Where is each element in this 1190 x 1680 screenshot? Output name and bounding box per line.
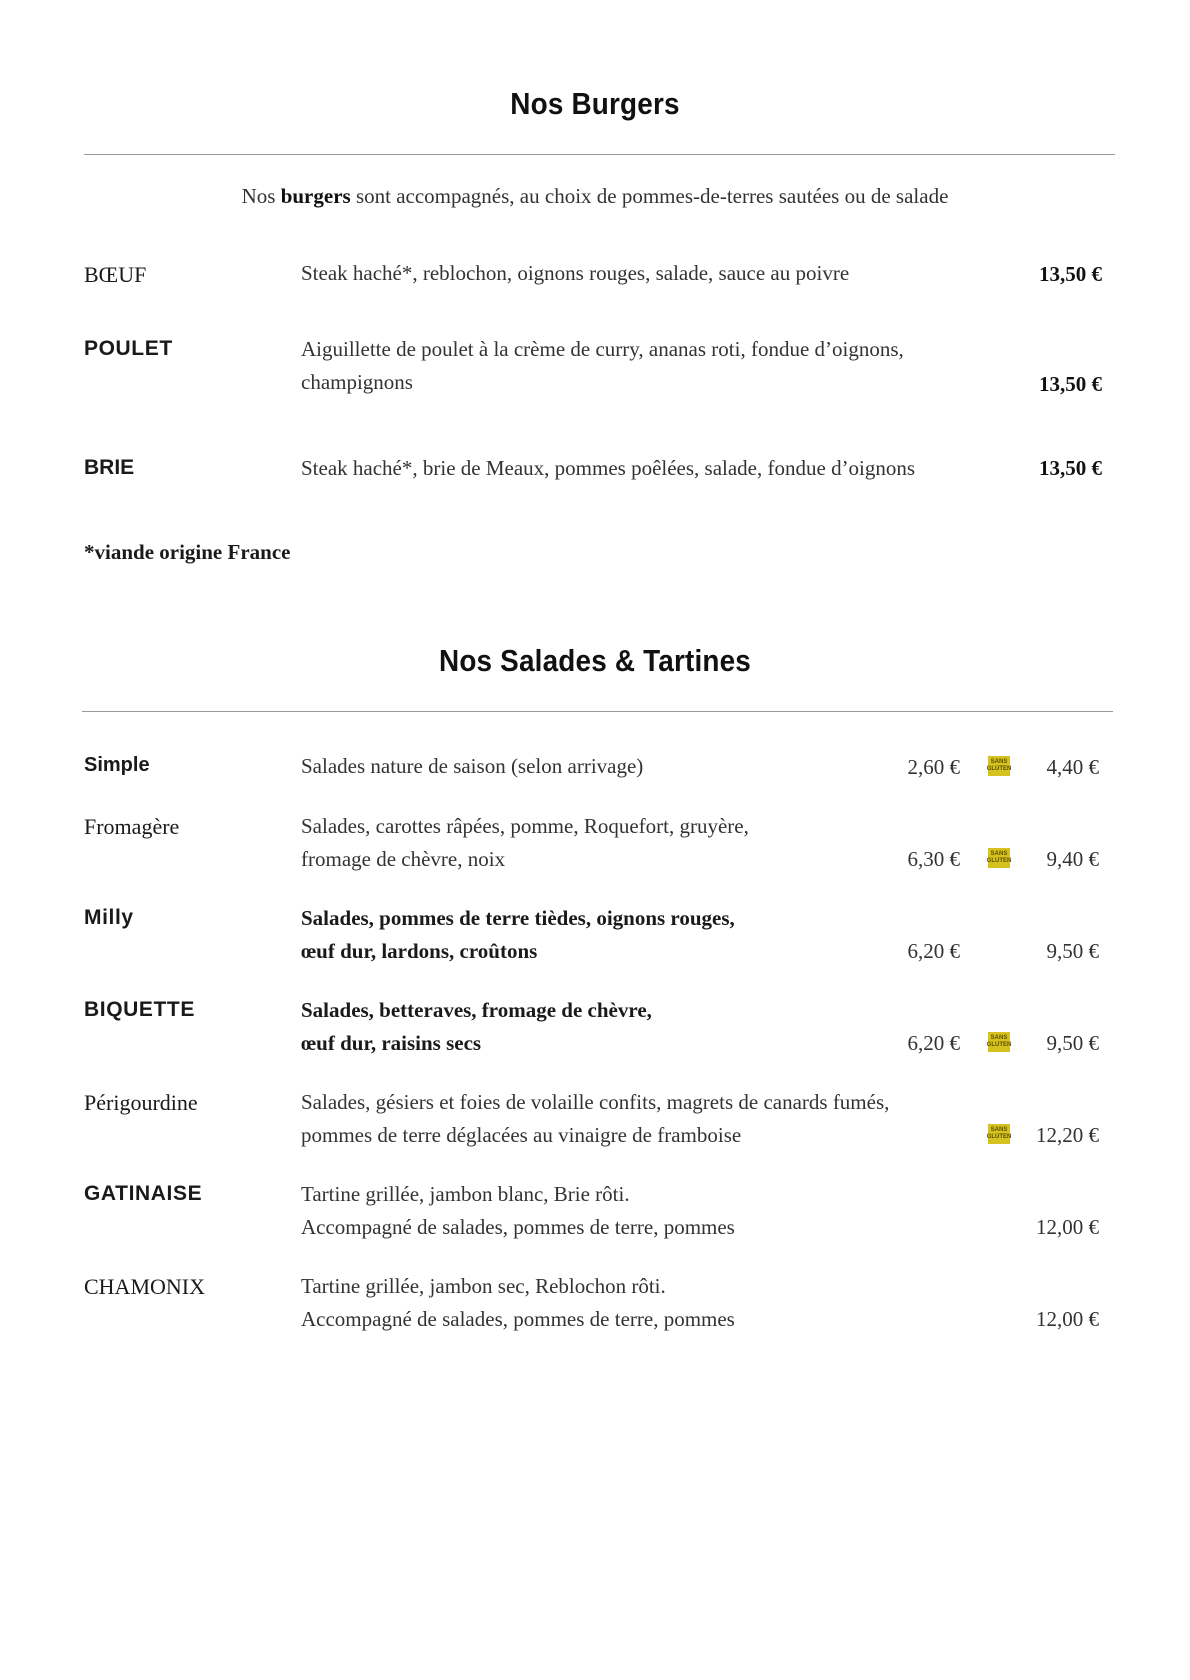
- salad-price-small-simple: 2,60 €: [907, 755, 960, 779]
- desc-line: Salades nature de saison (selon arrivage): [301, 754, 644, 778]
- desc-line: Accompagné de salades, pommes de terre, pommes: [301, 1215, 735, 1239]
- salad-desc-simple: [301, 750, 643, 783]
- desc-line: œuf dur, raisins secs: [301, 1031, 482, 1055]
- salad-name-biquette: BIQUETTE: [84, 998, 195, 1021]
- desc-line: œuf dur, lardons, croûtons: [301, 939, 538, 963]
- salad-name-gatinaise: GATINAISE: [84, 1182, 203, 1205]
- salad-price-large-gatinaise: 12,00 €: [1036, 1215, 1099, 1239]
- burger-desc-boeuf: [301, 257, 849, 290]
- salad-desc-biquette: [301, 994, 652, 1060]
- salad-price-large-perigourdine: 12,20 €: [1036, 1123, 1099, 1147]
- intro-suffix: sont accompagnés, au choix de pommes-de-terres sautées ou de salade: [355, 184, 949, 208]
- salades-divider: [82, 711, 1113, 712]
- burger-name-poulet: POULET: [84, 337, 173, 360]
- desc-line: champignons: [301, 370, 413, 394]
- gluten-free-icon: SANS GLUTEN: [988, 756, 1010, 776]
- desc-line: Tartine grillée, jambon blanc, Brie rôti.: [301, 1182, 630, 1206]
- salad-price-large-biquette: 9,50 €: [1046, 1031, 1099, 1055]
- desc-line: fromage de chèvre, noix: [301, 847, 506, 871]
- desc-line: Steak haché*, brie de Meaux, pommes poêlées, salade, fondue d’oignons: [301, 456, 916, 480]
- salad-name-milly: Milly: [84, 906, 134, 929]
- salad-name-chamonix: CHAMONIX: [84, 1274, 205, 1299]
- origin-note: *viande origine France: [84, 540, 291, 564]
- burgers-intro: [0, 184, 1190, 209]
- burger-name-brie: BRIE: [84, 456, 135, 479]
- burgers-divider: [84, 154, 1115, 155]
- salad-name-fromagere: Fromagère: [84, 814, 180, 839]
- desc-line: Tartine grillée, jambon sec, Reblochon rôti.: [301, 1274, 666, 1298]
- desc-line: Salades, carottes râpées, pomme, Roquefort, gruyère,: [301, 814, 749, 838]
- desc-line: Aiguillette de poulet à la crème de curry, ananas roti, fondue d’oignons,: [301, 337, 904, 361]
- gluten-free-icon: SANS GLUTEN: [988, 1124, 1010, 1144]
- salad-desc-fromagere: [301, 810, 749, 876]
- salad-desc-chamonix: [301, 1270, 735, 1336]
- intro-bold: burgers: [280, 184, 351, 208]
- salad-price-small-milly: 6,20 €: [907, 939, 960, 963]
- burger-price-boeuf: 13,50 €: [1039, 262, 1102, 286]
- salad-price-large-simple: 4,40 €: [1046, 755, 1099, 779]
- desc-line: pommes de terre déglacées au vinaigre de framboise: [301, 1123, 742, 1147]
- salad-price-large-chamonix: 12,00 €: [1036, 1307, 1099, 1331]
- burgers-title: Nos Burgers: [510, 86, 680, 121]
- intro-prefix: Nos: [241, 184, 276, 208]
- salades-title: Nos Salades & Tartines: [438, 643, 751, 678]
- burger-price-poulet: 13,50 €: [1039, 372, 1102, 396]
- desc-line: Accompagné de salades, pommes de terre, pommes: [301, 1307, 735, 1331]
- desc-line: Salades, gésiers et foies de volaille confits, magrets de canards fumés,: [301, 1090, 890, 1114]
- gluten-free-icon: SANS GLUTEN: [988, 848, 1010, 868]
- salad-price-small-fromagere: 6,30 €: [907, 847, 960, 871]
- salad-price-large-fromagere: 9,40 €: [1046, 847, 1099, 871]
- desc-line: Steak haché*, reblochon, oignons rouges, salade, sauce au poivre: [301, 261, 850, 285]
- burger-desc-poulet: [301, 333, 904, 399]
- salad-name-perigourdine: Périgourdine: [84, 1090, 198, 1115]
- gluten-free-icon: SANS GLUTEN: [988, 1032, 1010, 1052]
- desc-line: Salades, pommes de terre tièdes, oignons rouges,: [301, 906, 735, 930]
- salad-desc-perigourdine: [301, 1086, 889, 1152]
- burger-desc-brie: [301, 452, 915, 485]
- salad-price-small-biquette: 6,20 €: [907, 1031, 960, 1055]
- burger-name-boeuf: BŒUF: [84, 262, 147, 287]
- salad-desc-gatinaise: [301, 1178, 735, 1244]
- salad-price-large-milly: 9,50 €: [1046, 939, 1099, 963]
- burger-price-brie: 13,50 €: [1039, 456, 1102, 480]
- salad-desc-milly: [301, 902, 735, 968]
- desc-line: Salades, betteraves, fromage de chèvre,: [301, 998, 652, 1022]
- salad-name-simple: Simple: [84, 754, 150, 776]
